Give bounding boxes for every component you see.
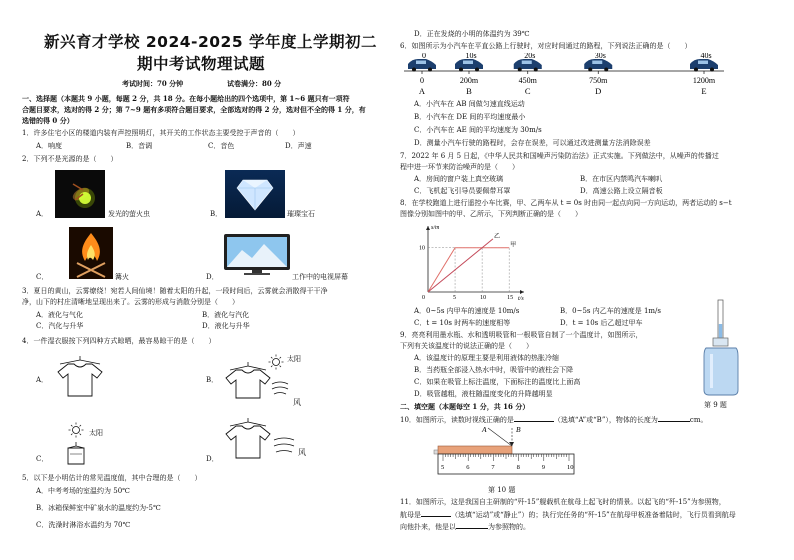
- q9-option-b[interactable]: B．当药瓶全部浸入热水中时，吸管中的液柱会下降: [414, 366, 574, 374]
- road-time-label: 10s: [465, 53, 477, 60]
- q9-option-c[interactable]: C．如果在吸管上标注温度，下面标注的温度比上面高: [414, 378, 581, 386]
- section1-heading-line2: 合题目要求，选对的得 2 分；第 7~9 题有多项符合题目要求，全部选对的得 2 分，选对但不全的得 1 分，有: [22, 105, 366, 114]
- q10-blank-1[interactable]: [514, 415, 554, 422]
- road-time-label: 40s: [700, 53, 712, 60]
- q2-option-c-text: 篝火: [115, 273, 129, 281]
- series-line-yi: [428, 239, 493, 292]
- x-axis-arrow: [520, 290, 524, 294]
- bonfire-image: [69, 227, 113, 279]
- road-time-label: 30s: [594, 53, 606, 60]
- full-score: 试卷满分：80 分: [227, 79, 282, 88]
- shirt-hanging-plain: [52, 354, 108, 400]
- section1-heading-line3: 选错的得 0 分）: [22, 116, 74, 125]
- q4-c-sun-label: 太阳: [89, 429, 103, 437]
- q5-option-a[interactable]: A．中考考场的室温约为 50℃: [36, 487, 131, 495]
- label-a: A: [482, 425, 487, 434]
- q5-option-c[interactable]: C．洗澡时淋浴水温约为 70℃: [36, 521, 131, 529]
- section2-heading: 二、填空题（本题每空 1 分，共 16 分）: [400, 402, 530, 411]
- car-icon: [514, 59, 542, 72]
- q6-option-d[interactable]: D．测量小汽车行驶的路程时，会存在误差，可以通过改进测量方法消除误差: [414, 139, 651, 147]
- road-point-label: E: [701, 86, 707, 96]
- road-distance-label: 450m: [518, 76, 537, 85]
- q9-option-d[interactable]: D．吸管越粗，液柱随温度变化的升降越明显: [414, 390, 553, 398]
- q4-stem: 4．一件湿衣服按下列四种方式晾晒，最容易晾干的是（ ）: [22, 337, 216, 345]
- q11-line3-a: 向他扑来，他是以: [400, 523, 456, 531]
- q3-stem-line1: 3．夏日的黄山，云雾缭绕！宛若人间仙境！随着太阳的升起，一段时间后，云雾就会消散得干干净: [22, 287, 328, 295]
- shirt-folded-sun: [62, 420, 122, 468]
- q2-option-b[interactable]: B．: [210, 210, 223, 218]
- road-point-label: A: [418, 86, 426, 96]
- q2-option-d[interactable]: D．: [206, 273, 219, 281]
- car-icon: [584, 59, 612, 72]
- q3-option-c[interactable]: C．汽化与升华: [36, 322, 84, 330]
- q11-line2-a: 航母是: [400, 511, 421, 519]
- road-distance-label: 200m: [459, 76, 479, 85]
- q6-option-c[interactable]: C．小汽车在 AE 间的平均速度为 30m/s: [414, 126, 542, 134]
- q1-option-d[interactable]: D．声速: [285, 142, 312, 150]
- q2-option-a-text: 发光的萤火虫: [108, 210, 150, 218]
- q8-stem-line1: 8．在学校跑道上进行遥控小车比赛，甲、乙两车从 t = 0s 时由同一起点向同一方向运动，两者运动的 s−t: [400, 199, 732, 207]
- q3-option-b[interactable]: B．液化与汽化: [202, 311, 250, 319]
- q4-d-wind-label: 风: [298, 448, 306, 457]
- q4-option-b[interactable]: B．: [206, 376, 219, 384]
- tv-image: [222, 232, 292, 276]
- q7-option-b[interactable]: B．在市区内禁鸣汽车喇叭: [580, 175, 663, 183]
- q2-option-a[interactable]: A．: [36, 210, 49, 218]
- gem-image: [225, 170, 285, 218]
- q9-thermometer-bottle: [696, 298, 746, 398]
- measured-object: [438, 446, 512, 454]
- q11-line3: [400, 522, 530, 532]
- y-axis-arrow: [426, 226, 430, 230]
- q4-b-wind-label: 风: [293, 398, 301, 407]
- car-icon: [690, 59, 718, 72]
- q7-option-d[interactable]: D．高速公路上设立隔音板: [580, 187, 663, 195]
- q7-option-a[interactable]: A．房间的窗户装上真空玻璃: [414, 175, 504, 183]
- q4-option-d[interactable]: D．: [206, 455, 219, 463]
- sightline-a: [488, 428, 512, 446]
- road-point-label: B: [466, 86, 472, 96]
- q8-option-b[interactable]: B．0~5s 内乙车的速度是 1m/s: [560, 307, 662, 315]
- x-axis-label: t/s: [518, 296, 524, 302]
- q9-stem-line2: 下列有关该温度计的说法正确的是（ ）: [400, 342, 533, 350]
- q2-stem: 2．下列不是光源的是（ ）: [22, 155, 118, 163]
- q3-option-d[interactable]: D．液化与升华: [202, 322, 250, 330]
- q9-stem-line1: 9．亮亮利用墨水瓶、水和透明吸管和一根吸管自制了一个温度计，如图所示，: [400, 331, 643, 339]
- q11-line3-b: 为参照物的。: [488, 523, 530, 531]
- q7-stem-line1: 7．2022 年 6 月 5 日起，《中华人民共和国噪声污染防治法》正式实施。下列做法中，从噪声的传播过: [400, 152, 719, 160]
- road-point-label: D: [595, 86, 602, 96]
- q8-option-d[interactable]: D．t = 10s 后乙超过甲车: [560, 319, 643, 327]
- q8-option-c[interactable]: C．t = 10s 时两车的速度相等: [414, 319, 511, 327]
- q11-blank-2[interactable]: [456, 522, 488, 529]
- label-b: B: [516, 425, 521, 434]
- q11-blank-1[interactable]: [421, 510, 451, 517]
- q5-stem: 5．以下是小明估计的常见温度值，其中合理的是（ ）: [22, 474, 202, 482]
- series-label: 甲: [510, 242, 517, 249]
- q5-option-d[interactable]: D．正在发烧的小明的体温约为 39℃: [414, 30, 530, 38]
- x-tick-label: 0: [422, 295, 425, 301]
- q11-line1: 11．如图所示，这是我国自主研制的“歼-15”舰载机在航母上起飞时的情景。以起飞的“歼-15”为参照物，: [400, 498, 726, 506]
- q7-stem-line2: 程中进一环节来防治噪声的是（ ）: [400, 163, 519, 171]
- q8-stem-line2: 图像分别如图中的甲、乙所示，下列判断正确的是（ ）: [400, 210, 582, 218]
- q5-option-b[interactable]: B．冰箱保鲜室中矿泉水的温度约为-5℃: [36, 504, 161, 512]
- q8-option-a[interactable]: A．0~5s 内甲车的速度是 10m/s: [414, 307, 520, 315]
- series-label: 乙: [493, 233, 500, 240]
- y-axis-label: s/m: [431, 225, 440, 231]
- ruler-number: 5: [441, 464, 445, 471]
- q6-road-figure: [404, 53, 724, 99]
- q9-figure-caption: 第 9 题: [704, 401, 727, 409]
- x-tick-label: 5: [453, 295, 457, 301]
- q3-stem-line2: 净，山下的村庄清晰地呈现出来了。云雾的形成与消散分别是（ ）: [22, 298, 239, 306]
- ruler-number: 10: [567, 464, 574, 471]
- q10-stem-part-b: （选填“A”或“B”），物体的长度为: [553, 416, 658, 424]
- q4-b-sun-label: 太阳: [287, 355, 301, 363]
- q1-option-a[interactable]: A．响度: [36, 142, 63, 150]
- x-tick-label: 10: [480, 295, 487, 301]
- q3-option-a[interactable]: A．液化与气化: [36, 311, 84, 319]
- q10-stem-part-a: 10．如图所示，读数时视线正确的是: [400, 416, 514, 424]
- exam-time: 考试时间：70 分钟: [122, 79, 184, 88]
- x-tick-label: 15: [507, 295, 514, 301]
- road-distance-label: 1200m: [692, 76, 716, 85]
- q2-option-b-text: 璀璨宝石: [287, 210, 315, 218]
- q9-option-a[interactable]: A．该温度计的原理主要是利用液体的热胀冷缩: [414, 354, 560, 362]
- car-icon: [408, 59, 436, 72]
- right-column: [400, 0, 780, 560]
- shirt-wind: [222, 416, 302, 468]
- q1-stem: 1．许多住宅小区的楼道内装有声控照明灯，其开关的工作状态主要受控于声音的（ ）: [22, 129, 300, 137]
- shirt-sun-wind: [222, 354, 292, 404]
- q11-line2: [400, 510, 736, 520]
- q10-stem-part-c: cm。: [689, 416, 708, 424]
- series-line-jia: [428, 248, 509, 292]
- section1-heading-line1: 一、选择题（本题共 9 小题，每题 2 分，共 18 分。在每小题给出的四个选项中，第 1~6 题只有一项符: [22, 94, 350, 103]
- q10-figure-caption: 第 10 题: [488, 486, 516, 494]
- car-icon: [455, 59, 483, 72]
- ruler-number: 8: [516, 464, 520, 471]
- ruler-number: 7: [491, 464, 495, 471]
- exam-title-line1: 新兴育才学校 2024-2025 学年度上学期初二: [44, 33, 378, 51]
- q1-option-c[interactable]: C．音色: [208, 142, 235, 150]
- ruler-number: 9: [541, 464, 546, 471]
- road-point-label: C: [524, 86, 531, 96]
- q6-stem: 6．如图所示为小汽车在平直公路上行驶时，对应时间通过的路程，下列说法正确的是（ ）: [400, 42, 692, 50]
- q11-line2-b: （选填“运动”或“静止”）的；执行完任务的“歼-15”在航母甲板准备着陆时，飞行员看到航母: [451, 511, 736, 519]
- left-column: [22, 0, 392, 560]
- road-time-label: 20s: [524, 53, 536, 60]
- q10-blank-2[interactable]: [658, 415, 690, 422]
- q6-option-a[interactable]: A．小汽车在 AB 间做匀速直线运动: [414, 100, 525, 108]
- q10-ruler-figure: [430, 424, 580, 484]
- q1-option-b[interactable]: B．音调: [126, 142, 153, 150]
- road-time-label: 0: [422, 53, 426, 60]
- ruler-number: 6: [466, 464, 470, 471]
- road-distance-label: 0: [420, 76, 424, 85]
- q4-option-c[interactable]: C．: [36, 455, 49, 463]
- road-distance-label: 750m: [589, 76, 608, 85]
- q2-option-d-text: 工作中的电视屏幕: [292, 273, 348, 281]
- y-tick-label: 10: [419, 245, 425, 252]
- q8-st-chart: [414, 220, 534, 302]
- firefly-image: [55, 170, 105, 218]
- exam-title-line2: 期中考试物理试题: [137, 55, 266, 73]
- q4-option-a[interactable]: A．: [36, 376, 49, 384]
- q6-option-b[interactable]: B．小汽车在 DE 间的平均速度最小: [414, 113, 526, 121]
- q2-option-c[interactable]: C．: [36, 273, 49, 281]
- q7-option-c[interactable]: C．飞机起飞引导员要佩带耳罩: [414, 187, 511, 195]
